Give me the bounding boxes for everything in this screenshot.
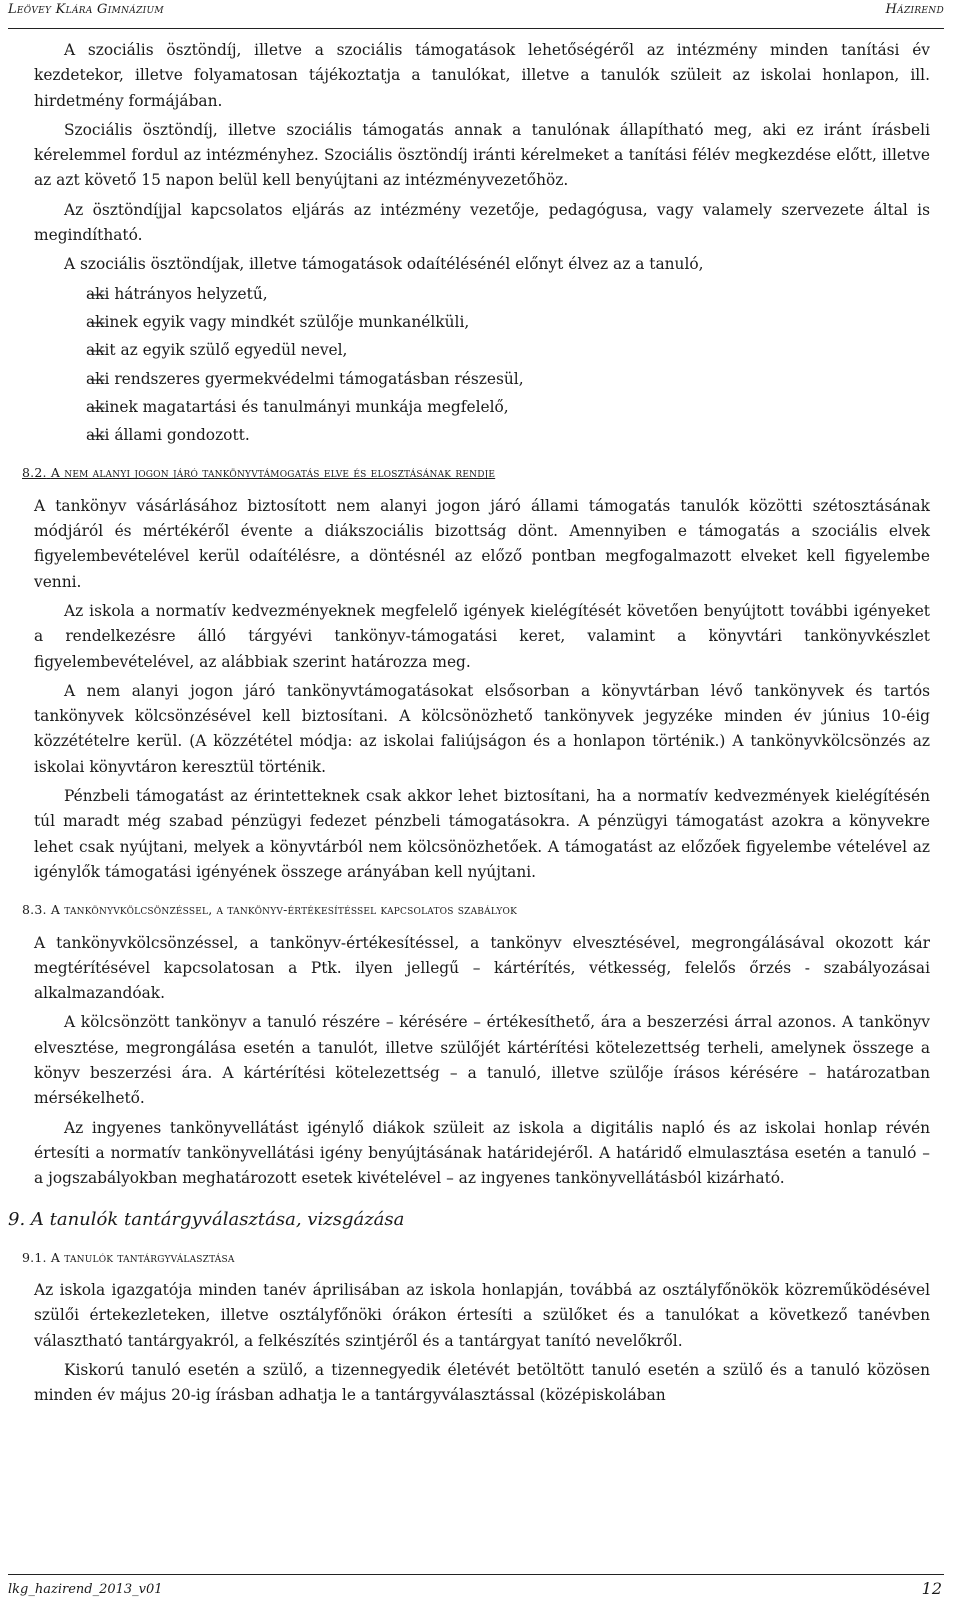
paragraph: Pénzbeli támogatást az érintetteknek csak akkor lehet biztosítani, ha a normatív kedvezmények kielégítésén túl maradt még szabad pénzügyi fedezet pénzbeli támogatásokra. A pénzügyi támogatást azokra a könyvekre lehet csak nyújtani, melyek a könyvtárból nem kölcsönözhetőek. A támogatást az előzőek figyelembe vételével az igénylők támogatási igényének összege arányában kell nyújtani. [34, 787, 930, 881]
section-number: 9.1. [22, 1249, 47, 1265]
list-item: — aki rendszeres gyermekvédelmi támogatásban részesül, [34, 367, 930, 392]
paragraph: Az iskola igazgatója minden tanév áprilisában az iskola honlapján, továbbá az osztályfőnökök közreműködésével szülői értekezleteken, illetve osztályfőnöki órákon értesíti a szülőket és a tanulókat a következő tanévben választható tantárgyakról, a felkészítés szintjéről és a tantárgyat tanító nevelőkről. [34, 1281, 930, 1350]
paragraph: Az ingyenes tankönyvellátást igénylő diákok szüleit az iskola a digitális napló és az iskolai honlap révén értesíti a normatív tankönyvellátási igény benyújtásának határidejéről. A határidő elmulasztása esetén a tanuló – a jogszabályokban meghatározott esetek kivételével – az ingyenes tankönyvellátásból kizárható. [34, 1118, 930, 1188]
paragraph: A szociális ösztöndíj, illetve a szociális támogatások lehetőségéről az intézmény minden tanítási év kezdetekor, illetve folyamatosan tájékoztatja a tanulókat, illetve a tanulók szüleit az iskolai honlapon, ill. hirdetmény formájában. [34, 41, 930, 110]
paragraph: A tankönyvkölcsönzéssel, a tankönyv-értékesítéssel, a tankönyv elvesztésével, megrongálásával okozott kár megtérítésével kapcsolatosan a Ptk. ilyen jellegű – kártérítés, vétkesség, felelős őrzés - szabályozásai alkalmazandóak. [34, 933, 930, 1003]
footer-file-name: lkg_hazirend_2013_v01 [8, 1582, 163, 1597]
eligibility-list [34, 282, 930, 449]
paragraph: A tankönyv vásárlásához biztosított nem alanyi jogon járó állami támogatás tanulók közötti szétosztásának módjáról és mértékéről évente a diákszociális bizottság dönt. Amennyiben e támogatás a szociális elvek figyelembevételével kerül odaítélésre, a döntésnél az előző pontban megfogalmazott elveket kell figyelembe venni. [34, 496, 930, 591]
paragraph: A nem alanyi jogon járó tankönyvtámogatásokat elsősorban a könyvtárban lévő tankönyvek és tartós tankönyvek kölcsönzésével kell biztosítani. A kölcsönözhető tankönyvek jegyzéke minden év június 10-éig közzétételre kerül. (A közzététel módja: az iskolai faliújságon és a honlapon történik.) A tankönyvkölcsönzés az iskolai könyvtáron keresztül történik. [34, 681, 930, 776]
section-title: A tanulók tantárgyválasztása [50, 1249, 235, 1265]
section-number: 8.3. [22, 902, 47, 918]
paragraph: Szociális ösztöndíj, illetve szociális támogatás annak a tanulónak állapítható meg, aki ez iránt írásbeli kérelemmel fordul az intézményhez. Szociális ösztöndíj iránti kérelmeket a tanítási félév megkezdése előtt, illetve az azt követő 15 napon belül kell benyújtani az intézményvezetőhöz. [34, 120, 930, 190]
chapter-heading-9: 9. A tanulók tantárgyválasztása, vizsgázása [8, 1209, 405, 1231]
section-heading-8-3 [22, 897, 930, 922]
list-item: — akit az egyik szülő egyedül nevel, [34, 338, 930, 363]
section-title: A tankönyvkölcsönzéssel, a tankönyv-értékesítéssel kapcsolatos szabályok [50, 902, 518, 918]
page-footer [8, 1574, 944, 1605]
paragraph: Kiskorú tanuló esetén a szülő, a tizennegyedik életévét betöltött tanuló esetén a szülő és a tanuló közösen minden év május 20-ig írásban adhatja le a tantárgyválasztással (középiskolában [34, 1360, 930, 1405]
paragraph: Az iskola a normatív kedvezményeknek megfelelő igények kielégítését követően benyújtott további igényeket a rendelkezésre álló tárgyévi tankönyv-támogatási keret, valamint a könyvtári tankönyvkészlet figyelembevételével, az alábbiak szerint határozza meg. [34, 601, 930, 671]
paragraph: A szociális ösztöndíjak, illetve támogatások odaítélésénél előnyt élvez az a tanuló, [64, 255, 704, 274]
section-title: A nem alanyi jogon járó tankönyvtámogatás elve és elosztásának rendje [50, 465, 496, 481]
paragraph: A kölcsönzött tankönyv a tanuló részére – kérésére – értékesíthető, ára a beszerzési árral azonos. A tankönyv elvesztése, megrongálása esetén a tanulót, illetve szülőjét kártérítési kötelezettség terheli, amelynek összege a könyv beszerzési ára. A kártérítési kötelezettség – a tanuló, illetve szülője írásos kérésére – határozatban mérsékelhető. [34, 1013, 930, 1108]
section-heading-9-1 [22, 1245, 930, 1270]
list-item: — akinek magatartási és tanulmányi munkája megfelelő, [34, 395, 930, 420]
page-number: 12 [921, 1579, 942, 1598]
section-number: 8.2. [22, 465, 47, 481]
section-heading-8-2 [22, 460, 930, 485]
header-school-name: Leövey Klára Gimnázium [8, 2, 164, 17]
header-document-title: Házirend [885, 2, 944, 17]
list-item: — akinek egyik vagy mindkét szülője munkanélküli, [34, 310, 930, 335]
list-item: — aki állami gondozott. [34, 423, 930, 448]
page-header [8, 0, 944, 29]
paragraph: Az ösztöndíjjal kapcsolatos eljárás az intézmény vezetője, pedagógusa, vagy valamely szervezete által is megindítható. [34, 200, 930, 245]
document-body [8, 38, 930, 1413]
list-item: — aki hátrányos helyzetű, [34, 282, 930, 307]
